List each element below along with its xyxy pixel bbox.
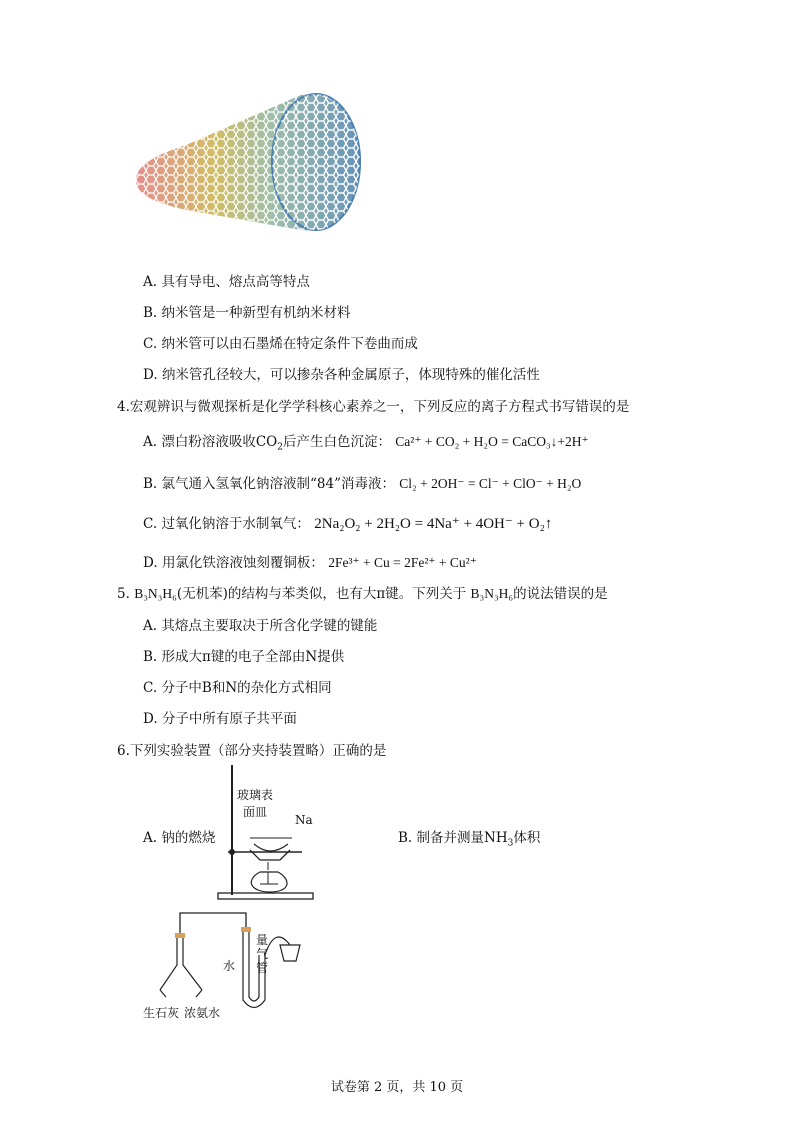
q3-option-c: C. 纳米管可以由石墨烯在特定条件下卷曲而成	[143, 336, 418, 352]
q4-option-d: D. 用氯化铁溶液蚀刻覆铜板： 2Fe³⁺ + Cu = 2Fe²⁺ + Cu²⁺	[143, 555, 477, 571]
q4-option-a: A. 漂白粉溶液吸收$CO_2$后产生白色沉淀： Ca²⁺ + CO₂ + H₂O = CaCO₃↓+2H⁺	[143, 434, 589, 453]
fig-b-label-lime: 生石灰	[143, 1006, 180, 1020]
q4-a-equation: Ca²⁺ + CO₂ + H₂O = CaCO₃↓+2H⁺	[395, 434, 589, 449]
q5-option-a: A. 其熔点主要取决于所含化学键的键能	[143, 618, 378, 634]
q3-option-b: B. 纳米管是一种新型有机纳米材料	[143, 305, 351, 321]
fig-b-label-tube1: 量	[256, 933, 269, 947]
q4-c-equation: 2Na₂O₂ + 2H₂O = 4Na⁺ + 4OH⁻ + O₂↑	[314, 516, 553, 532]
fig-a-label-dish: 面皿	[243, 805, 268, 819]
q3-option-a: A. 具有导电、熔点高等特点	[143, 274, 310, 290]
fig-a-label-na: Na	[295, 813, 313, 827]
q3-option-d: D. 纳米管孔径较大，可以掺杂各种金属原子，体现特殊的催化活性	[143, 367, 540, 383]
q5-stem: 5. B₃N₃H₆(无机苯)的结构与苯类似，也有大π键。下列关于 B₃N₃H₆的说法错误的是	[117, 586, 608, 602]
q4-stem: 4.宏观辨识与微观探析是化学学科核心素养之一，下列反应的离子方程式书写错误的是	[117, 399, 630, 415]
q4-b-equation: Cl₂ + 2OH⁻ = Cl⁻ + ClO⁻ + H₂O	[399, 476, 582, 491]
q5-option-c: C. 分子中B和N的杂化方式相同	[143, 680, 332, 696]
q6-option-b: B. 制备并测量$NH_3$体积	[398, 830, 541, 849]
q4-option-b: B. 氯气通入氢氧化钠溶液制“84”消毒液： Cl₂ + 2OH⁻ = Cl⁻ + ClO⁻ + H₂O	[143, 476, 582, 492]
q4-d-equation: 2Fe³⁺ + Cu = 2Fe²⁺ + Cu²⁺	[328, 555, 477, 570]
nanotube-image	[126, 85, 366, 245]
fig-b-label-water: 水	[223, 959, 236, 973]
ammonia-apparatus	[150, 905, 330, 1015]
fig-b-label-tube2: 气	[256, 947, 269, 961]
q6-option-a: A. 钠的燃烧	[143, 830, 216, 846]
fig-b-label-tube3: 管	[256, 961, 269, 975]
q4-option-c: C. 过氧化钠溶于水制氧气： 2Na₂O₂ + 2H₂O = 4Na⁺ + 4OH⁻ + O₂↑	[143, 516, 553, 532]
page-footer: 试卷第 2 页，共 10 页	[330, 1080, 464, 1095]
fig-a-label-glass: 玻璃表	[237, 788, 274, 802]
fig-b-label-ammonia: 浓氨水	[184, 1006, 221, 1020]
q5-option-d: D. 分子中所有原子共平面	[143, 711, 297, 727]
q5-option-b: B. 形成大π键的电子全部由N提供	[143, 649, 345, 665]
q6-stem: 6.下列实验装置（部分夹持装置略）正确的是	[117, 743, 387, 759]
sodium-combustion-apparatus	[210, 760, 330, 910]
